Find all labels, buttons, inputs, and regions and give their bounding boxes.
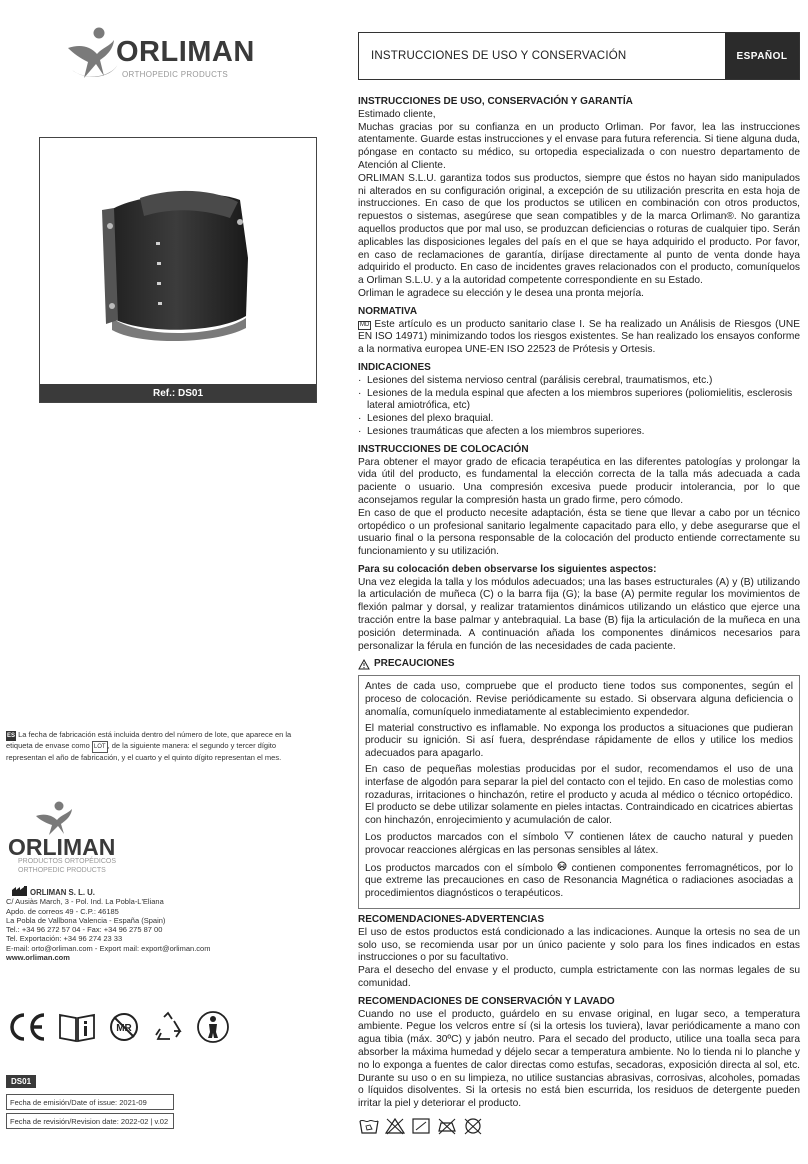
no-iron-icon: [436, 1117, 458, 1135]
svg-text:MR: MR: [116, 1023, 132, 1034]
brand-name: ORLIMAN: [116, 36, 255, 68]
list-item: · Lesiones traumáticas que afecten a los miembros superiores.: [358, 426, 800, 439]
brand-tagline-es: PRODUCTOS ORTOPÉDICOS: [18, 858, 117, 865]
regulatory-icons: [6, 1010, 230, 1044]
magnetic-text-a: Los productos marcados con el símbolo: [365, 862, 553, 874]
indications-list: [358, 375, 800, 439]
latex-symbol-icon: [564, 831, 574, 840]
brand-tagline: ORTHOPEDIC PRODUCTS: [122, 70, 229, 79]
normativa-text: Este artículo es un producto sanitario clase I. Se ha realizado un Análisis de Riesgos (UNE EN ISO 14971) minimizando todos los riesgos existentes. Se han realizado los ensayos conforme a la normativa europea UNE-EN ISO 22523 de Prótesis y Ortesis.: [358, 318, 800, 356]
paragraph: [365, 861, 793, 901]
precautions-title: PRECAUCIONES: [374, 658, 455, 670]
revision-date: Fecha de revisión/Revision date: 2022-02 | v.02: [6, 1113, 174, 1129]
main-content: [358, 96, 800, 1135]
section-heading-usage: INSTRUCCIONES DE USO, CONSERVACIÓN Y GARANTÍA: [358, 96, 633, 107]
brand-name-secondary: ORLIMAN: [8, 834, 116, 860]
spanish-flag-badge: ES: [7, 733, 16, 739]
company-website: www.orliman.com: [6, 953, 70, 963]
address-line-5: Tel. Exportación: +34 96 274 23 33: [6, 934, 123, 944]
product-splint-image: [40, 138, 317, 386]
single-patient-icon: [196, 1010, 230, 1044]
paragraph: Cuando no use el producto, guárdelo en su envase original, en lugar seco, a temperatura ambiente. Pegue los velcros entre sí (si la ortesis los tuviera), lavar periódicamente a mano con agua tibia (máx. 30ºC) y jabón neutro. Para el secado del producto, utilice una toalla seca para absorber la máxima humedad y déjelo secar a temperatura ambiente. No lo tienda ni lo planche y no lo exponga a fuentes de calor directas como estufas, secadoras, exposición directa al sol, etc. Durante su uso o en su limpieza, no utilice sustancias abrasivas, corrosivas, alcoholes, pomadas o líquidos disolventes. Si la ortesis no está bien escurrida, los residuos de detergente pueden irritar la piel y deteriorar el producto.: [358, 1008, 800, 1110]
paragraph: Orliman le agradece su elección y le desea una pronta mejoría.: [358, 287, 644, 299]
section-heading-recomendaciones: RECOMENDACIONES-ADVERTENCIAS: [358, 914, 545, 926]
list-item: · Lesiones de la medula espinal que afecten a los miembros superiores (poliomielitis, esclerosis lateral amiotrófica, etc): [358, 388, 800, 414]
list-item: · Lesiones del sistema nervioso central (parálisis cerebral, traumatismos, etc.): [358, 375, 800, 388]
issue-date: Fecha de emisión/Date of issue: 2021-09: [6, 1094, 174, 1110]
care-symbols: [358, 1117, 800, 1135]
paragraph: Para obtener el mayor grado de eficacia terapéutica en las diferentes patologías y prolongar la vida útil del producto, es fundamental la elección correcta de la talla más adecuada a cada paciente o usuario. Una compresión excesiva puede producir intolerancia, por lo que aconsejamos regular la compresión hasta un grado firme, pero cómodo.: [358, 456, 800, 506]
address-line-2: Apdo. de correos 49 - C.P.: 46185: [6, 906, 119, 916]
lot-symbol: LOT: [92, 741, 108, 753]
company-address: [6, 888, 236, 962]
flat-dry-icon: [410, 1117, 432, 1135]
section-heading-indicaciones: INDICACIONES: [358, 361, 431, 373]
greeting: Estimado cliente,: [358, 108, 436, 120]
section-heading-conservacion: RECOMENDACIONES DE CONSERVACIÓN Y LAVADO: [358, 995, 615, 1007]
paragraph: Para el desecho del envase y el producto, cumpla estrictamente con las normas legales de su comunidad.: [358, 965, 800, 989]
address-line-3: La Pobla de Vallbona Valencia - España (Spain): [6, 915, 166, 925]
product-image-frame: [39, 137, 317, 403]
brand-tagline-en: ORTHOPEDIC PRODUCTS: [18, 867, 106, 874]
paragraph: El material constructivo es inflamable. No exponga los productos a situaciones que pudieran producir su ignición. Si así fuera, despréndase rápidamente de ellos y utilice los medios adecuados para apagarlo.: [365, 722, 793, 760]
magnetic-text-b: contienen componentes ferromagnéticos, por lo que extreme las precauciones en caso de Resonancia Magnética o radiaciones asociadas a procedimientos diagnósticos o terapéuticos.: [365, 862, 793, 900]
paragraph: Una vez elegida la talla y los módulos adecuados; una las bases estructurales (A) y (B) utilizando la articulación de muñeca (C) o la barra fija (G); la base (A) permite regular los movimientos de flexión palmar y dorsal, y realizar tratamientos dinámicos utilizando un elástico que ejerce una tracción entre la base palmar y antebraquial. La base (B) fija la articulación de la muñeca en una posición determinada. A continuación añada los componentes dinámicos necesarios para personalizar la férula en función de las necesidades de cada paciente.: [358, 576, 800, 652]
instructions-book-icon: [58, 1011, 96, 1043]
hand-wash-icon: [358, 1117, 380, 1135]
paragraph: [358, 319, 800, 357]
paragraph: Muchas gracias por su confianza en un producto Orliman. Por favor, lea las instrucciones atentamente. Guarde estas instrucciones y el envase para futura referencia. Si tiene alguna duda, póngase en contacto su médico, su ortopedia especializada o con nuestro departamento de Atención al Cliente.: [358, 121, 800, 171]
warning-triangle-icon: [358, 659, 370, 670]
address-line-1: C/ Ausiàs March, 3 - Pol. Ind. La Pobla-L'Eliana: [6, 897, 164, 907]
lot-note-text-b: , de la siguiente manera: el segundo y tercer dígito representan el año de fabricación, y el cuarto y el quinto dígito representan el mes.: [6, 741, 282, 762]
paragraph: Antes de cada uso, compruebe que el producto tiene todos sus componentes, según el proceso de colocación. Revise periódicamente su estado. Si observara alguna deficiencia o anomalía, comuníquelo inmediatamente al establecimiento expendedor.: [365, 681, 793, 718]
latex-text-a: Los productos marcados con el símbolo: [365, 832, 559, 844]
manufacturer-icon: [12, 886, 28, 896]
lot-note-text-a: La fecha de fabricación está incluida dentro del número de lote, que aparece en la etiqueta de envase como: [6, 730, 292, 750]
section-heading-colocacion: INSTRUCCIONES DE COLOCACIÓN: [358, 443, 529, 455]
product-reference: Ref.: DS01: [40, 384, 316, 402]
section-heading-normativa: NORMATIVA: [358, 305, 418, 317]
paragraph: En caso de pequeñas molestias producidas por el sudor, recomendamos el uso de una interfase de algodón para separar la piel del contacto con el tejido. En caso de molestias como rozaduras, irritaciones o hinchazón, retire el producto y acuda al médico o técnico ortopédico. El producto se debe utilizar solamente en pieles intactas. Contraindicado en cicatrices abiertas con hinchazón, enrojecimiento y acumulación de calor.: [365, 764, 793, 827]
orliman-logo-small-icon: [34, 800, 84, 836]
no-dry-clean-icon: [462, 1117, 484, 1135]
address-line-6: E-mail: orto@orliman.com - Export mail: export@orliman.com: [6, 943, 211, 953]
list-item: · Lesiones del plexo braquial.: [358, 413, 800, 426]
section-heading-aspectos: Para su colocación deben observarse los siguientes aspectos:: [358, 563, 657, 575]
mr-unsafe-icon: [108, 1011, 140, 1043]
paragraph: El uso de estos productos está condicionado a las indicaciones. Aunque la ortesis no sea de un solo uso, se recomienda usar por un único paciente y solo para los fines indicados en estas instrucciones o por su facultativo.: [358, 926, 800, 964]
precautions-heading: [358, 658, 800, 671]
paragraph: En caso de que el producto necesite adaptación, ésta se tiene que llevar a cabo por un técnico ortopédico o un profesional sanitario legalmente capacitado para ello, y debe asegurarse que el usuario final o la persona responsable de la colocación del producto entiende correctamente su funcionamiento y su utilización.: [358, 507, 800, 558]
latex-text-b: contienen látex de caucho natural y pueden provocar reacciones alérgicas en las personas sensibles al látex.: [365, 832, 794, 856]
document-title: INSTRUCCIONES DE USO Y CONSERVACIÓN: [371, 50, 627, 62]
document-header: [358, 32, 800, 80]
no-bleach-icon: [384, 1117, 406, 1135]
ce-mark-icon: [6, 1011, 46, 1043]
medical-device-icon: MD: [360, 321, 370, 328]
company-name: ORLIMAN S. L. U.: [30, 888, 95, 897]
language-label: ESPAÑOL: [725, 33, 799, 79]
precautions-box: [358, 675, 800, 909]
ferromagnetic-symbol-icon: [557, 861, 567, 871]
paragraph: ORLIMAN S.L.U. garantiza todos sus productos, siempre que éstos no hayan sido manipulados ni alterados en su configuración original, a excepción de su utilización prescrita en esta hoja de instrucciones. En caso de que los productos se utilicen en combinación con otros productos, repuestos o sistemas, asegúrese que sean compatibles y de la marca Orliman®. No garantiza aquellos productos que por mal uso, se produzcan deficiencias o roturas de cualquier tipo. Serán aplicables las disposiciones legales del país en el que se haya adquirido el producto. Por favor, en caso de reclamaciones de garantía, diríjase directamente al punto de venta donde haya adquirido el producto. En caso de incidentes graves relacionados con el producto, comuníquelos a Orliman S.L.U. y a la autoridad competente correspondiente en su Estado.: [358, 172, 800, 287]
paragraph: [365, 831, 793, 858]
address-line-4: Tel.: +34 96 272 57 04 - Fax: +34 96 275 87 00: [6, 925, 163, 935]
lot-date-note: [6, 730, 310, 763]
product-code-badge: DS01: [6, 1075, 36, 1088]
recycle-icon: [152, 1011, 184, 1043]
